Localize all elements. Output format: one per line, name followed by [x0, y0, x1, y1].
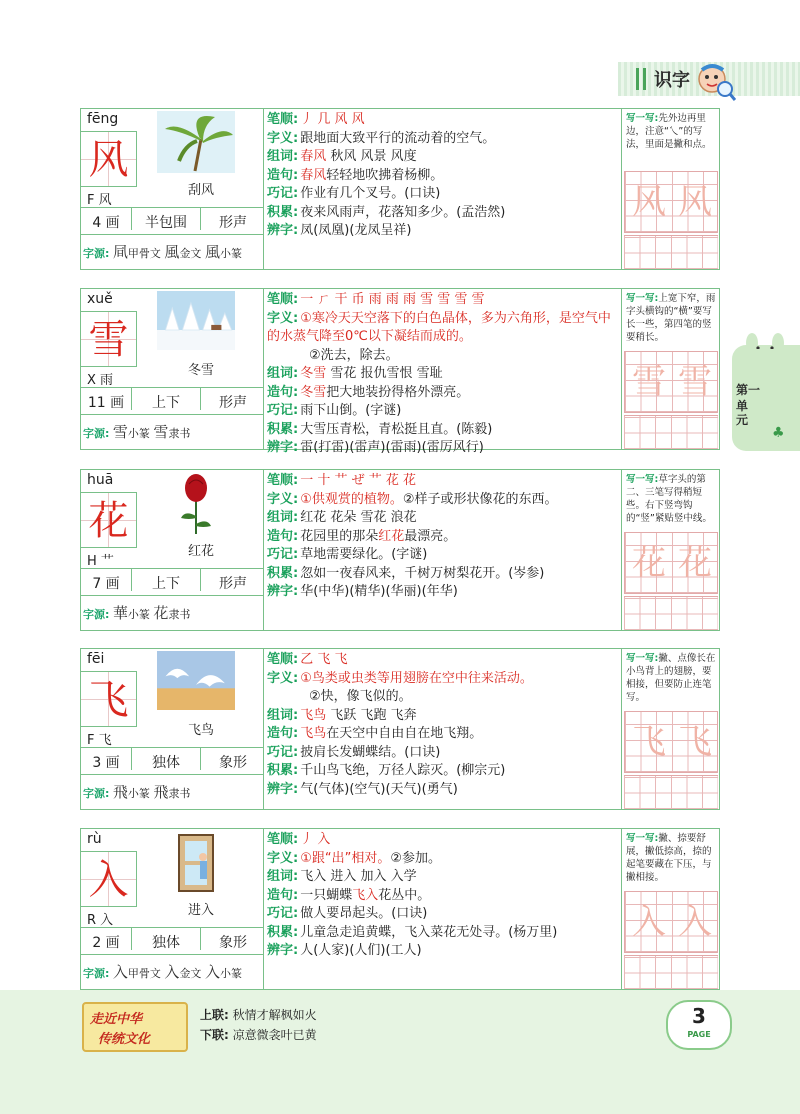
char-origin	[83, 781, 263, 802]
line-text: 在天空中自由自在地飞翔。	[326, 726, 483, 741]
practice-grid-blank	[624, 775, 718, 809]
origin-label: 字源:	[83, 427, 110, 440]
line-text: 飞跃 飞跑 飞奔	[326, 707, 417, 723]
radical-index: F 风	[87, 193, 112, 208]
entry-line	[267, 546, 619, 565]
line-key: 巧记:	[267, 906, 299, 921]
char-type: 形声	[219, 395, 247, 411]
line-highlight: 春风	[300, 149, 327, 164]
origin-label: 字源:	[83, 247, 110, 260]
line-key: 造句:	[267, 384, 299, 400]
stroke-count: 11 画	[87, 395, 125, 411]
line-key: 巧记:	[267, 547, 299, 562]
line-text: 丿 入	[300, 832, 331, 847]
line-text: 丿 几 风 风	[300, 112, 365, 127]
entry-line	[267, 670, 619, 689]
char-origin	[83, 241, 263, 262]
writing-tip-key: 写一写:	[626, 833, 659, 844]
unit-label-line1: 第一	[736, 383, 761, 397]
header-bars-icon	[636, 68, 646, 90]
main-character: 飞	[81, 671, 137, 727]
page-label: PAGE	[687, 1030, 711, 1039]
line-text: 跟地面大致平行的流动着的空气。	[300, 130, 496, 146]
entry-line	[267, 850, 619, 869]
line-text: 红花 花朵 雪花 浪花	[300, 510, 417, 525]
mascot-magnifier-icon	[696, 62, 736, 102]
illustration-image	[157, 111, 235, 173]
clover-icon: ♣	[772, 425, 785, 441]
char-card-5	[80, 828, 720, 990]
line-highlight: 红花	[378, 528, 405, 544]
entry-line	[267, 565, 619, 584]
line-text: 夜来风雨声，花落知多少。(孟浩然)	[300, 204, 506, 220]
trace-char: 雪	[632, 362, 666, 402]
origin-glyph: 入	[204, 963, 220, 981]
entry-line	[267, 651, 619, 670]
practice-grid-blank	[624, 955, 718, 989]
entry-line	[267, 167, 619, 186]
line-highlight: 飞入	[352, 887, 379, 903]
radical-index: F 飞	[87, 733, 112, 748]
origin-glyph: 花	[153, 604, 169, 622]
line-highlight: 飞鸟	[300, 726, 327, 741]
char-origin	[83, 421, 263, 442]
line-text: 乙 飞 飞	[300, 652, 348, 667]
line-text: 人(人家)(人们)(工人)	[300, 943, 422, 958]
origin-glyph: 風	[204, 243, 220, 261]
char-details	[267, 291, 619, 458]
line-text-after: 最漂亮。	[404, 528, 457, 544]
line-key: 字义:	[267, 850, 299, 866]
practice-grid	[624, 891, 718, 953]
line-key: 笔顺:	[267, 112, 299, 127]
line-text: ①寒冷天天空落下的白色晶体，多为六角形，是空气中的水蒸气降至0℃以下凝结而成的。	[267, 310, 611, 344]
origin-label: 字源:	[83, 787, 110, 800]
line-text: 草地需要绿化。(字谜)	[300, 547, 428, 562]
line-key: 巧记:	[267, 403, 299, 418]
entry-line	[267, 365, 619, 384]
char-type: 象形	[219, 755, 247, 771]
line-text: 把大地装扮得格外漂亮。	[326, 384, 470, 400]
line-key: 造句:	[267, 167, 299, 183]
entry-line	[267, 868, 619, 887]
illustration-image	[157, 472, 235, 534]
writing-practice-panel	[621, 109, 719, 269]
writing-tip-text: 先外边再里边，注意“乀”的写法，里面是撇和点。	[626, 113, 712, 150]
entry-line	[267, 905, 619, 924]
line-text: ①鸟类或虫类等用翅膀在空中往来活动。	[300, 670, 533, 686]
writing-tip-key: 写一写:	[626, 293, 659, 304]
char-info-panel	[81, 829, 264, 989]
entry-line	[267, 185, 619, 204]
line-text-after: 花丛中。	[378, 887, 431, 903]
practice-grid	[624, 532, 718, 594]
writing-tip	[626, 292, 718, 344]
practice-grid-blank	[624, 235, 718, 269]
char-card-1	[80, 108, 720, 270]
char-card-3	[80, 469, 720, 631]
char-info-panel	[81, 109, 264, 269]
line-text: 雨下山倒。(字谜)	[300, 403, 402, 418]
writing-tip-text: 草字头的第二、三笔写得稍短些。右下竖弯钩的“竖”紧贴竖中线。	[626, 474, 712, 524]
line-key: 辨字:	[267, 584, 299, 599]
couplet-upper	[200, 1006, 317, 1023]
char-details	[267, 831, 619, 961]
char-properties-row	[81, 568, 264, 596]
radical-index: R 入	[87, 913, 114, 928]
line-key: 组词:	[267, 149, 299, 164]
origin-script: 甲骨文	[127, 247, 161, 260]
line-highlight: 冬雪	[300, 366, 327, 381]
entry-line	[267, 491, 619, 510]
entry-line	[267, 688, 619, 707]
line-key: 积累:	[267, 924, 299, 940]
entry-line	[267, 472, 619, 491]
top-header	[0, 0, 800, 110]
line-text: 飞入 进入 加入 入学	[300, 869, 417, 884]
origin-script: 小篆	[127, 608, 150, 621]
char-details	[267, 651, 619, 799]
origin-script: 小篆	[127, 787, 150, 800]
trace-char: 风	[678, 182, 712, 222]
entry-line	[267, 291, 619, 310]
writing-tip-text: 撇、捺要舒展，撇低捺高，捺的起笔要藏在下压，与撇相接。	[626, 833, 712, 883]
entry-line	[267, 347, 619, 366]
practice-grid-blank	[624, 596, 718, 630]
writing-tip	[626, 652, 718, 704]
practice-grid-blank	[624, 415, 718, 449]
line-text: 忽如一夜春风来，千树万树梨花开。(岑参)	[300, 565, 545, 581]
char-structure: 上下	[131, 569, 201, 591]
writing-tip-key: 写一写:	[626, 474, 659, 485]
line-key: 辨字:	[267, 440, 299, 455]
writing-tip	[626, 473, 718, 525]
line-highlight: 冬雪	[300, 384, 327, 400]
practice-grid	[624, 351, 718, 413]
illustration-image	[157, 831, 235, 893]
entry-line	[267, 781, 619, 800]
line-key: 辨字:	[267, 781, 299, 797]
char-origin	[83, 961, 263, 982]
line-key: 巧记:	[267, 744, 299, 760]
char-structure: 独体	[131, 928, 201, 950]
writing-tip	[626, 112, 718, 151]
line-key: 辨字:	[267, 223, 299, 238]
couplet-lower-key: 下联:	[200, 1028, 229, 1042]
writing-tip-text: 撇、点像长在小鸟背上的翅膀，要相接，但要防止连笔写。	[626, 653, 716, 703]
pinyin: fēng	[87, 111, 119, 127]
page-number: 3	[692, 1004, 706, 1028]
char-card-2	[80, 288, 720, 455]
trace-char: 花	[632, 543, 666, 583]
origin-script: 隶书	[168, 427, 191, 440]
char-structure: 独体	[131, 748, 201, 770]
entry-line	[267, 439, 619, 458]
main-character: 花	[81, 492, 137, 548]
writing-practice-panel	[621, 470, 719, 630]
bunny-ears-icon	[738, 331, 794, 349]
origin-script: 甲骨文	[127, 967, 161, 980]
origin-script: 金文	[179, 967, 202, 980]
practice-grid	[624, 171, 718, 233]
line-text: ②样子或形状像花的东西。	[402, 491, 558, 507]
entry-line	[267, 384, 619, 403]
origin-label: 字源:	[83, 967, 110, 980]
line-text: 轻轻地吹拂着杨柳。	[326, 167, 444, 183]
banner-line2: 传统文化	[98, 1032, 151, 1047]
couplet-lower	[200, 1026, 317, 1043]
section-label: 识字	[654, 70, 690, 91]
line-key: 字义:	[267, 310, 299, 326]
pinyin: fēi	[87, 651, 105, 667]
line-highlight: ①供观赏的植物。	[300, 491, 403, 507]
char-origin	[83, 602, 263, 623]
trace-char: 风	[632, 182, 666, 222]
char-info-panel	[81, 289, 264, 449]
origin-script: 隶书	[168, 787, 191, 800]
origin-glyph: 飛	[153, 783, 169, 801]
line-key: 巧记:	[267, 186, 299, 201]
char-properties-row	[81, 747, 264, 775]
char-info-panel	[81, 649, 264, 809]
line-key: 辨字:	[267, 943, 299, 958]
trace-char: 入	[678, 902, 712, 942]
line-key: 笔顺:	[267, 473, 299, 488]
writing-tip-key: 写一写:	[626, 113, 659, 124]
entry-line	[267, 744, 619, 763]
origin-glyph: 風	[164, 243, 180, 261]
char-type: 象形	[219, 935, 247, 951]
line-text: 花园里的那朵	[300, 528, 379, 544]
entry-line	[267, 509, 619, 528]
entry-line	[267, 528, 619, 547]
char-properties-row	[81, 207, 264, 235]
char-properties-row	[81, 387, 264, 415]
line-text: 雷(打雷)(雷声)(雷雨)(雷厉风行)	[300, 440, 484, 455]
line-key: 字义:	[267, 491, 299, 507]
illustration-caption: 冬雪	[187, 363, 214, 378]
stroke-count: 7 画	[92, 576, 120, 592]
entry-line	[267, 583, 619, 602]
line-text: 一只蝴蝶	[300, 887, 353, 903]
pinyin: xuě	[87, 291, 113, 307]
writing-tip-text: 上宽下窄，雨字头横钩的“横”要写长一些，第四笔的竖要稍长。	[626, 293, 716, 343]
line-text: ②洗去，除去。	[309, 347, 399, 363]
main-character: 雪	[81, 311, 137, 367]
entry-line	[267, 402, 619, 421]
origin-glyph: 飛	[112, 783, 128, 801]
line-text: 秋风 风景 风度	[326, 149, 417, 164]
origin-glyph: 雪	[112, 423, 128, 441]
pinyin: huā	[87, 472, 114, 488]
main-character: 入	[81, 851, 137, 907]
trace-char: 雪	[678, 362, 712, 402]
origin-glyph: 入	[112, 963, 128, 981]
banner-line1: 走近中华	[90, 1012, 143, 1027]
line-text: 华(中华)(精华)(华丽)(年华)	[300, 584, 458, 599]
illustration-caption: 进入	[187, 903, 214, 918]
entry-line	[267, 707, 619, 726]
main-character: 风	[81, 131, 137, 187]
char-structure: 半包围	[131, 208, 201, 230]
line-text: 做人要昂起头。(口诀)	[300, 906, 428, 921]
couplet-lower-text: 凉意微衾叶已黄	[232, 1028, 317, 1042]
line-text: 大雪压青松，青松挺且直。(陈毅)	[300, 421, 493, 437]
writing-tip-key: 写一写:	[626, 653, 659, 664]
line-highlight: 飞鸟	[300, 707, 327, 723]
line-text: 凤(凤凰)(龙凤呈祥)	[300, 223, 412, 238]
entry-line	[267, 887, 619, 906]
line-text: ②参加。	[390, 850, 441, 866]
char-details	[267, 111, 619, 241]
line-text: 千山鸟飞绝，万径人踪灭。(柳宗元)	[300, 763, 506, 778]
entry-line	[267, 130, 619, 149]
unit-label-line2: 单元	[736, 399, 749, 427]
radical-index: H 艹	[87, 554, 114, 569]
line-highlight: ①跟“出”相对。	[300, 850, 391, 866]
origin-glyph: 華	[112, 604, 128, 622]
trace-char: 花	[678, 543, 712, 583]
stroke-count: 4 画	[92, 215, 120, 231]
entry-line	[267, 111, 619, 130]
line-text: 儿童急走追黄蝶，飞入菜花无处寻。(杨万里)	[300, 924, 558, 940]
origin-script: 金文	[179, 247, 202, 260]
page-number-badge	[666, 1000, 732, 1050]
line-key: 组词:	[267, 869, 299, 884]
line-key: 积累:	[267, 565, 299, 581]
illustration-caption: 刮风	[187, 183, 214, 198]
culture-banner	[82, 1002, 188, 1052]
line-key: 笔顺:	[267, 652, 299, 667]
line-key: 字义:	[267, 670, 299, 686]
entry-line	[267, 204, 619, 223]
writing-practice-panel	[621, 829, 719, 989]
line-text: 一 ㄏ 干 币 雨 雨 雨 雪 雪 雪 雪	[300, 292, 485, 307]
entry-line	[267, 725, 619, 744]
line-text: 雪花 报仇雪恨 雪耻	[326, 366, 443, 381]
line-key: 积累:	[267, 204, 299, 220]
line-text: 披肩长发蝴蝶结。(口诀)	[300, 744, 441, 760]
line-key: 积累:	[267, 763, 299, 778]
trace-char: 飞	[678, 722, 712, 762]
entry-line	[267, 942, 619, 961]
char-info-panel	[81, 470, 264, 630]
illustration-caption: 红花	[187, 544, 214, 559]
origin-glyph: 雪	[153, 423, 169, 441]
line-text: 一 十 艹 ぜ 艹 花 花	[300, 473, 416, 488]
char-properties-row	[81, 927, 264, 955]
entry-line	[267, 762, 619, 781]
origin-script: 小篆	[219, 967, 242, 980]
illustration-caption: 飞鸟	[187, 723, 214, 738]
line-key: 造句:	[267, 528, 299, 544]
writing-practice-panel	[621, 649, 719, 809]
line-key: 造句:	[267, 726, 299, 741]
line-key: 造句:	[267, 887, 299, 903]
origin-script: 隶书	[168, 608, 191, 621]
writing-practice-panel	[621, 289, 719, 449]
line-key: 字义:	[267, 130, 299, 146]
origin-label: 字源:	[83, 608, 110, 621]
illustration-image	[157, 291, 235, 353]
stroke-count: 3 画	[92, 755, 120, 771]
line-text: ②快，像飞似的。	[309, 689, 412, 704]
line-highlight: 春风	[300, 167, 327, 183]
couplet-upper-key: 上联:	[200, 1008, 229, 1022]
stroke-count: 2 画	[92, 935, 120, 951]
practice-grid	[624, 711, 718, 773]
origin-script: 小篆	[219, 247, 242, 260]
pinyin: rù	[87, 831, 102, 847]
entry-line	[267, 148, 619, 167]
line-key: 笔顺:	[267, 832, 299, 847]
line-key: 组词:	[267, 366, 299, 381]
radical-index: X 雨	[87, 373, 114, 388]
line-key: 积累:	[267, 421, 299, 437]
entry-line	[267, 924, 619, 943]
entry-line	[267, 222, 619, 241]
char-structure: 上下	[131, 388, 201, 410]
line-key: 组词:	[267, 510, 299, 525]
entry-line	[267, 421, 619, 440]
trace-char: 飞	[632, 722, 666, 762]
char-card-4	[80, 648, 720, 810]
origin-glyph: 入	[164, 963, 180, 981]
char-type: 形声	[219, 576, 247, 592]
writing-tip	[626, 832, 718, 884]
line-text: 作业有几个叉号。(口诀)	[300, 186, 441, 201]
trace-char: 入	[632, 902, 666, 942]
origin-script: 小篆	[127, 427, 150, 440]
char-type: 形声	[219, 215, 247, 231]
line-key: 组词:	[267, 707, 299, 723]
entry-line	[267, 310, 619, 347]
illustration-image	[157, 651, 235, 713]
couplet-upper-text: 秋情才解枫如火	[232, 1008, 317, 1022]
unit-side-tab	[732, 345, 800, 451]
char-details	[267, 472, 619, 602]
entry-line	[267, 831, 619, 850]
line-key: 笔顺:	[267, 292, 299, 307]
line-text: 气(气体)(空气)(天气)(勇气)	[300, 781, 458, 797]
origin-glyph: 凬	[112, 243, 128, 261]
